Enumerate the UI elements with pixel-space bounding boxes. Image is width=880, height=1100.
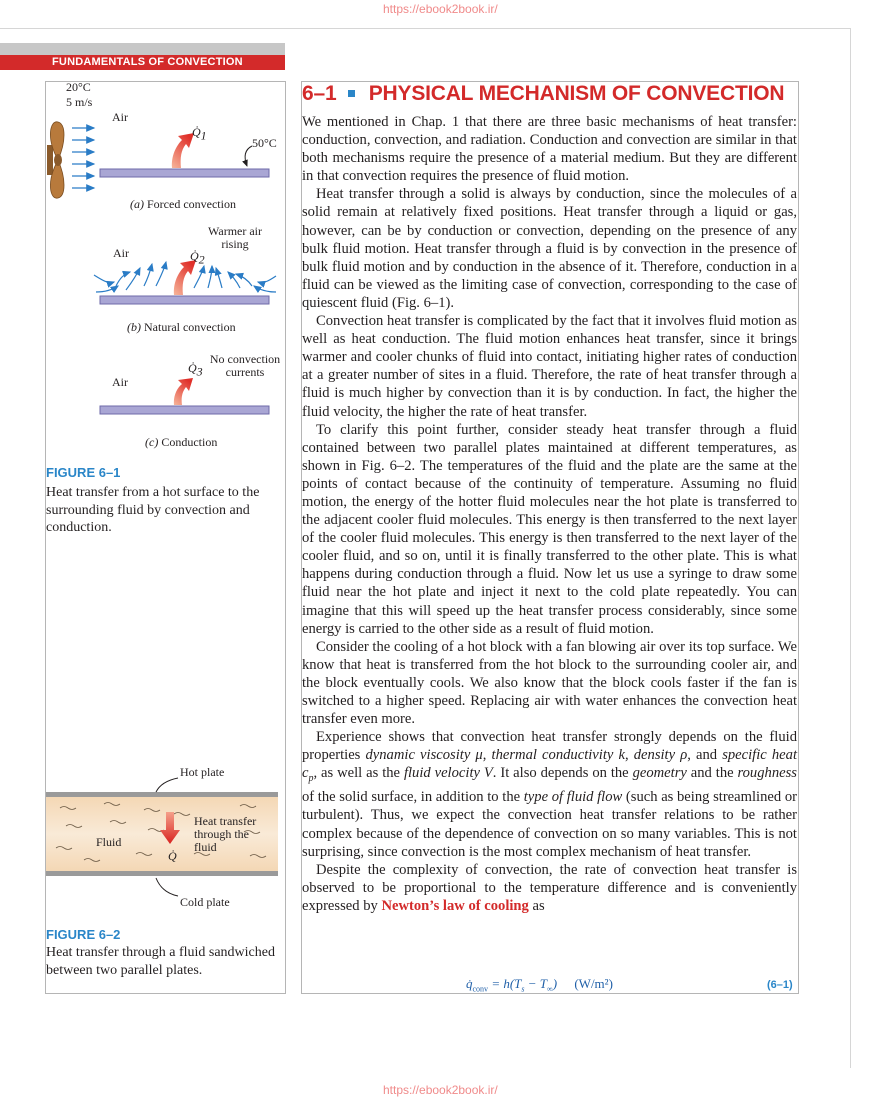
p6-text-9: (such as being streamlined or turbulent). Thus, we expect the convection heat transfer relations to be rather complex because of the dependence of convection on so many variables. This is not surprising, since convection is the most complex mechanism of heat transfer. [302,789,797,860]
paragraph-6 [302,728,797,861]
q3-symbol: Q̇ [188,361,197,375]
fig1-q1 [192,126,207,142]
fig2-cold-plate: Cold plate [180,895,230,909]
fig2-hot-plate: Hot plate [180,765,225,779]
running-head [0,55,285,70]
p6-text-8: of the solid surface, in addition to the [302,789,524,806]
fig1-air-b: Air [113,246,129,260]
plate-c [100,406,269,414]
p6-text-1: Experience shows that convection heat transfer strongly depends on the fluid properties [302,729,797,764]
paragraph-7 [302,861,797,915]
caption-a-text: Forced convection [144,197,236,211]
p6-text-4: , and [687,747,723,764]
q1-symbol: Q̇ [192,125,201,139]
crop-line-right [850,28,851,1068]
fig2-q: Q̇ [168,849,177,863]
running-head-text: FUNDAMENTALS OF CONVECTION [52,56,243,68]
section-heading [302,82,784,106]
body-text [302,113,797,915]
p6-term-roughness: roughness [737,765,797,782]
p6-term-conductivity: thermal conductivity k [491,747,625,764]
section-number: 6–1 [302,82,337,105]
watermark-top[interactable]: https://ebook2book.ir/ [383,2,498,16]
eq-rhs-sub-inf: ∞ [547,984,553,994]
p7-text-1: Despite the complexity of convection, the rate of convection heat transfer is observed to be proportional to the temperature difference and is conveniently expressed by [302,861,797,914]
heat-arrow-3 [174,378,193,405]
hot-plate [46,792,278,797]
heat-arrow-1 [172,133,194,168]
eq-rhs-1: = h(T [491,976,522,991]
paragraph-1: We mentioned in Chap. 1 that there are three basic mechanisms of heat transfer: conduction, convection, and radiation. Conduction and convection are similar in that both mechanisms require the presence of a material medium. But they are different in that convection requires the presence of fluid motion. [302,114,797,185]
cold-plate [46,871,278,876]
fig2-fluid: Fluid [96,835,122,849]
plate-b [100,296,269,304]
eq-units: (W/m²) [574,976,613,991]
eq-lhs-subscript: conv [472,984,489,994]
fig1-caption-c [145,435,217,450]
paragraph-4: To clarify this point further, consider steady heat transfer through a fluid contained between two parallel plates maintained at different temperatures, as shown in Fig. 6–2. The temperatures of the fluid and the plate are the same at the points of contact because of the continuity of temperature. Assuming no fluid motion, the energy of the hotter fluid molecules near the hot plate is transferred to the adjacent cooler fluid molecules. This energy is then transferred to the next layer of the cooler fluid molecules. This energy is then transferred to the next layer of the cooler fluid, and so on, until it is finally transferred to the other plate. This is what happens during conduction through a fluid. Now let us use a syringe to draw some fluid near the hot plate and inject it next to the cold plate repeatedly. You can imagine that this will speed up the heat transfer process considerably, since some energy is carried to the other side as a result of fluid motion. [302,421,797,637]
p7-text-2: as [528,897,545,914]
fig1-warm-air: Warmer air rising [208,224,262,251]
watermark-bottom[interactable]: https://ebook2book.ir/ [383,1083,498,1097]
plate-a [100,169,269,177]
equation-number: (6–1) [767,979,793,991]
equation-6-1 [466,976,613,994]
fig1-air-a: Air [112,110,128,124]
caption-b-letter: (b) [127,320,141,334]
p6-term-flow-type: type of fluid flow [523,789,623,806]
p6-term-specific-heat-sub: p [308,773,314,785]
fig1-caption-a [130,197,236,212]
q2-symbol: Q̇ [190,249,199,263]
p6-text-7: and the [686,765,738,782]
fig1-surface-temp: 50°C [252,136,277,150]
p6-text-2: , [482,747,492,764]
fig1-q2 [190,250,205,266]
eq-lhs-symbol: q̇ [466,976,473,991]
figure-6-1-caption: Heat transfer from a hot surface to the surrounding fluid by convection and conduction. [46,485,260,535]
caption-a-letter: (a) [130,197,144,211]
q3-subscript: 3 [196,364,203,379]
paragraph-2: Heat transfer through a solid is always by conduction, since the molecules of a solid remain at relatively fixed positions. Heat transfer through a liquid or gas, however, can be by conduction or convection, depending on the presence of any bulk fluid motion. Heat transfer through a fluid is by convection in the presence of bulk fluid motion and by conduction in the absence of it. Therefore, conduction in a fluid can be viewed as the limiting case of convection, corresponding to the case of quiescent fluid (Fig. 6–1). [302,186,797,311]
caption-b-text: Natural convection [141,320,236,334]
eq-rhs-2: − T [524,976,548,991]
section-bullet [348,90,355,97]
fig1-speed: 5 m/s [66,95,93,109]
fig1-temp: 20°C [66,80,91,94]
fig1-q3 [188,362,203,378]
figure-6-1-label: FIGURE 6–1 [46,465,121,480]
caption-c-letter: (c) [145,435,159,449]
crop-line-top [0,28,851,29]
figure-6-2-caption: Heat transfer through a fluid sandwiched between two parallel plates. [46,945,275,978]
p6-term-specific-heat: specific heat c [302,747,798,782]
wind-arrows [72,128,94,188]
p6-term-velocity: fluid velocity V [403,765,493,782]
fig1-air-c: Air [112,375,128,389]
newtons-law-highlight: Newton’s law of cooling [381,897,529,914]
section-title: PHYSICAL MECHANISM OF CONVECTION [368,82,785,105]
fig1-no-convection: No convection currents [209,352,281,379]
fig1-caption-b [127,320,236,335]
p6-term-geometry: geometry [632,765,687,782]
paragraph-3: Convection heat transfer is complicated by the fact that it involves fluid motion as well as heat conduction. The fluid motion enhances heat transfer, since it brings warmer and cooler chunks of fluid into contact, initiating higher rates of conduction at a greater number of sites in a fluid. Therefore, the rate of heat transfer through a fluid is much higher by convection than it is by conduction. In fact, the higher the fluid velocity, the higher the rate of heat transfer. [302,313,797,420]
p6-term-viscosity: dynamic viscosity μ [365,747,483,764]
eq-rhs-3: ) [552,976,558,991]
fig2-heat-transfer: Heat transfer through the fluid [194,814,257,854]
q2-subscript: 2 [198,252,205,267]
fan-icon [47,122,64,198]
figure-6-2-label: FIGURE 6–2 [46,927,121,942]
p6-text-6: . It also depends on the [492,765,633,782]
p6-text-5: , as well as the [313,765,404,782]
q1-subscript: 1 [200,128,207,143]
eq-rhs-sub-s: s [521,984,525,994]
paragraph-5: Consider the cooling of a hot block with a fan blowing air over its top surface. We know that heat is transferred from the hot block to the surrounding cooler air, and the block eventually cools. We also know that the block cools faster if the fan is switched to a higher speed. Replacing air with water enhances the convection heat transfer even more. [302,638,797,728]
p6-text-3: , [624,747,634,764]
p6-term-density: density ρ [633,747,688,764]
caption-c-text: Conduction [158,435,218,449]
